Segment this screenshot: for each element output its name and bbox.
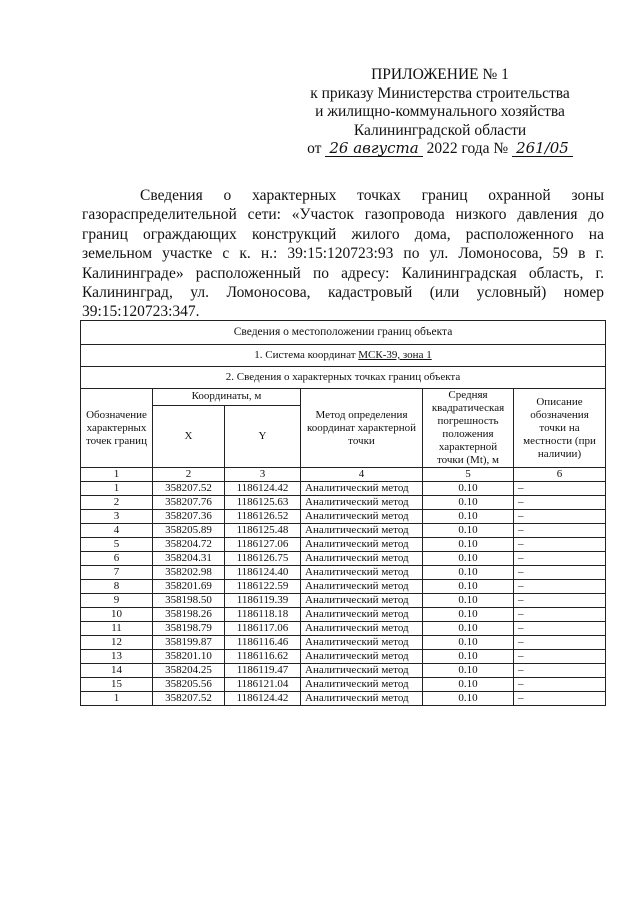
error-cell: 0.10 (423, 538, 514, 552)
intro-paragraph (82, 186, 604, 322)
coord-y-cell: 1186121.04 (225, 678, 301, 692)
table-row (81, 650, 606, 664)
coord-y-cell: 1186122.59 (225, 580, 301, 594)
point-number-cell: 9 (81, 594, 153, 608)
table-row (81, 510, 606, 524)
description-cell: – (514, 650, 606, 664)
method-cell: Аналитический метод (301, 524, 423, 538)
error-cell: 0.10 (423, 622, 514, 636)
description-cell: – (514, 496, 606, 510)
point-number-cell: 10 (81, 608, 153, 622)
coord-x-cell: 358198.79 (153, 622, 225, 636)
error-cell: 0.10 (423, 692, 514, 706)
column-number: 3 (225, 468, 301, 482)
method-cell: Аналитический метод (301, 538, 423, 552)
description-cell: – (514, 580, 606, 594)
coord-y-cell: 1186125.63 (225, 496, 301, 510)
col-header-x: X (153, 405, 225, 468)
error-cell: 0.10 (423, 524, 514, 538)
coord-x-cell: 358204.31 (153, 552, 225, 566)
column-numbers-row (81, 468, 606, 482)
description-cell: – (514, 524, 606, 538)
boundary-points-table (80, 320, 606, 706)
error-cell: 0.10 (423, 678, 514, 692)
coord-y-cell: 1186116.62 (225, 650, 301, 664)
coord-x-cell: 358205.56 (153, 678, 225, 692)
method-cell: Аналитический метод (301, 510, 423, 524)
method-cell: Аналитический метод (301, 650, 423, 664)
point-number-cell: 7 (81, 566, 153, 580)
col-header-description: Описание обозначения точки на местности (при наличии) (514, 389, 606, 468)
description-cell: – (514, 608, 606, 622)
table-row (81, 496, 606, 510)
coord-x-cell: 358204.72 (153, 538, 225, 552)
date-prefix: от (307, 140, 322, 157)
description-cell: – (514, 678, 606, 692)
column-number: 6 (514, 468, 606, 482)
error-cell: 0.10 (423, 650, 514, 664)
table-row (81, 622, 606, 636)
coord-y-cell: 1186116.46 (225, 636, 301, 650)
coord-x-cell: 358205.89 (153, 524, 225, 538)
method-cell: Аналитический метод (301, 678, 423, 692)
description-cell: – (514, 664, 606, 678)
col-header-method: Метод определения координат характерной точки (301, 389, 423, 468)
coord-x-cell: 358207.52 (153, 482, 225, 496)
coord-y-cell: 1186119.47 (225, 664, 301, 678)
header-row-1 (81, 389, 606, 406)
error-cell: 0.10 (423, 510, 514, 524)
coord-y-cell: 1186124.42 (225, 482, 301, 496)
point-number-cell: 4 (81, 524, 153, 538)
coordinate-system-row (81, 345, 606, 367)
point-number-cell: 2 (81, 496, 153, 510)
table-row (81, 580, 606, 594)
table-row (81, 482, 606, 496)
column-number: 5 (423, 468, 514, 482)
description-cell: – (514, 482, 606, 496)
point-number-cell: 14 (81, 664, 153, 678)
coord-y-cell: 1186127.06 (225, 538, 301, 552)
coord-x-cell: 358207.36 (153, 510, 225, 524)
col-header-y: Y (225, 405, 301, 468)
method-cell: Аналитический метод (301, 496, 423, 510)
coord-y-cell: 1186124.40 (225, 566, 301, 580)
coord-x-cell: 358204.25 (153, 664, 225, 678)
table-row (81, 678, 606, 692)
coord-x-cell: 358199.87 (153, 636, 225, 650)
order-line-1: к приказу Министерства строительства (310, 84, 570, 102)
point-number-cell: 1 (81, 692, 153, 706)
appendix-header (300, 66, 580, 159)
coord-x-cell: 358201.69 (153, 580, 225, 594)
point-number-cell: 6 (81, 552, 153, 566)
coordinate-system-label: 1. Система координат (254, 349, 359, 361)
coord-x-cell: 358207.76 (153, 496, 225, 510)
method-cell: Аналитический метод (301, 594, 423, 608)
coord-y-cell: 1186126.52 (225, 510, 301, 524)
col-header-error: Средняя квадратическая погрешность положения характерной точки (Mt), м (423, 389, 514, 468)
point-number-cell: 11 (81, 622, 153, 636)
order-line-2: и жилищно-коммунального хозяйства (315, 103, 565, 120)
table-row (81, 594, 606, 608)
method-cell: Аналитический метод (301, 664, 423, 678)
coord-x-cell: 358202.98 (153, 566, 225, 580)
table-title-row (81, 321, 606, 345)
handwritten-date: 26 августа (325, 141, 422, 157)
description-cell: – (514, 538, 606, 552)
description-cell: – (514, 636, 606, 650)
error-cell: 0.10 (423, 636, 514, 650)
coord-y-cell: 1186117.06 (225, 622, 301, 636)
handwritten-order-number: 261/05 (512, 141, 573, 157)
method-cell: Аналитический метод (301, 608, 423, 622)
error-cell: 0.10 (423, 496, 514, 510)
method-cell: Аналитический метод (301, 482, 423, 496)
table-row (81, 664, 606, 678)
table-row (81, 692, 606, 706)
section2-title: 2. Сведения о характерных точках границ объекта (81, 367, 606, 389)
description-cell: – (514, 622, 606, 636)
error-cell: 0.10 (423, 552, 514, 566)
table-title: Сведения о местоположении границ объекта (81, 321, 606, 345)
method-cell: Аналитический метод (301, 622, 423, 636)
method-cell: Аналитический метод (301, 552, 423, 566)
table-row (81, 636, 606, 650)
order-line-3: Калининградской области (353, 121, 527, 139)
table-row (81, 538, 606, 552)
order-date-line (300, 140, 580, 159)
point-number-cell: 12 (81, 636, 153, 650)
section2-row (81, 367, 606, 389)
column-number: 1 (81, 468, 153, 482)
coord-x-cell: 358198.50 (153, 594, 225, 608)
coord-y-cell: 1186119.39 (225, 594, 301, 608)
column-number: 2 (153, 468, 225, 482)
description-cell: – (514, 692, 606, 706)
intro-text: Сведения о характерных точках границ охранной зоны газораспределительной сети: «Участок газопровода низкого давления до границ ограждающих конструкций жилого дома, расположенного на земельном участке с к. н.: 39:15:120723:93 по ул. Ломоносова, 59 в г. Калининграде» расположенный по адресу: Калининградская область, г. Калининград, ул. Ломоносова, кадастровый (или условный) номер 39:15:120723:347. (82, 187, 604, 321)
point-number-cell: 15 (81, 678, 153, 692)
description-cell: – (514, 510, 606, 524)
point-number-cell: 3 (81, 510, 153, 524)
method-cell: Аналитический метод (301, 636, 423, 650)
table-row (81, 524, 606, 538)
coordinate-system (81, 345, 606, 367)
coord-x-cell: 358201.10 (153, 650, 225, 664)
point-number-cell: 1 (81, 482, 153, 496)
method-cell: Аналитический метод (301, 692, 423, 706)
table-row (81, 552, 606, 566)
coord-y-cell: 1186125.48 (225, 524, 301, 538)
point-number-cell: 5 (81, 538, 153, 552)
coord-y-cell: 1186126.75 (225, 552, 301, 566)
coord-y-cell: 1186118.18 (225, 608, 301, 622)
coord-y-cell: 1186124.42 (225, 692, 301, 706)
method-cell: Аналитический метод (301, 580, 423, 594)
col-header-coords: Координаты, м (153, 389, 301, 406)
coord-x-cell: 358198.26 (153, 608, 225, 622)
table-row (81, 608, 606, 622)
col-header-point: Обозначение характерных точек границ (81, 389, 153, 468)
point-number-cell: 13 (81, 650, 153, 664)
error-cell: 0.10 (423, 580, 514, 594)
error-cell: 0.10 (423, 566, 514, 580)
column-number: 4 (301, 468, 423, 482)
error-cell: 0.10 (423, 482, 514, 496)
description-cell: – (514, 552, 606, 566)
coordinate-system-value: МСК-39, зона 1 (358, 349, 432, 361)
error-cell: 0.10 (423, 594, 514, 608)
table-row (81, 566, 606, 580)
error-cell: 0.10 (423, 608, 514, 622)
method-cell: Аналитический метод (301, 566, 423, 580)
coord-x-cell: 358207.52 (153, 692, 225, 706)
point-number-cell: 8 (81, 580, 153, 594)
description-cell: – (514, 594, 606, 608)
description-cell: – (514, 566, 606, 580)
appendix-title: ПРИЛОЖЕНИЕ № 1 (371, 66, 509, 83)
error-cell: 0.10 (423, 664, 514, 678)
date-year-label: 2022 года № (426, 140, 509, 157)
